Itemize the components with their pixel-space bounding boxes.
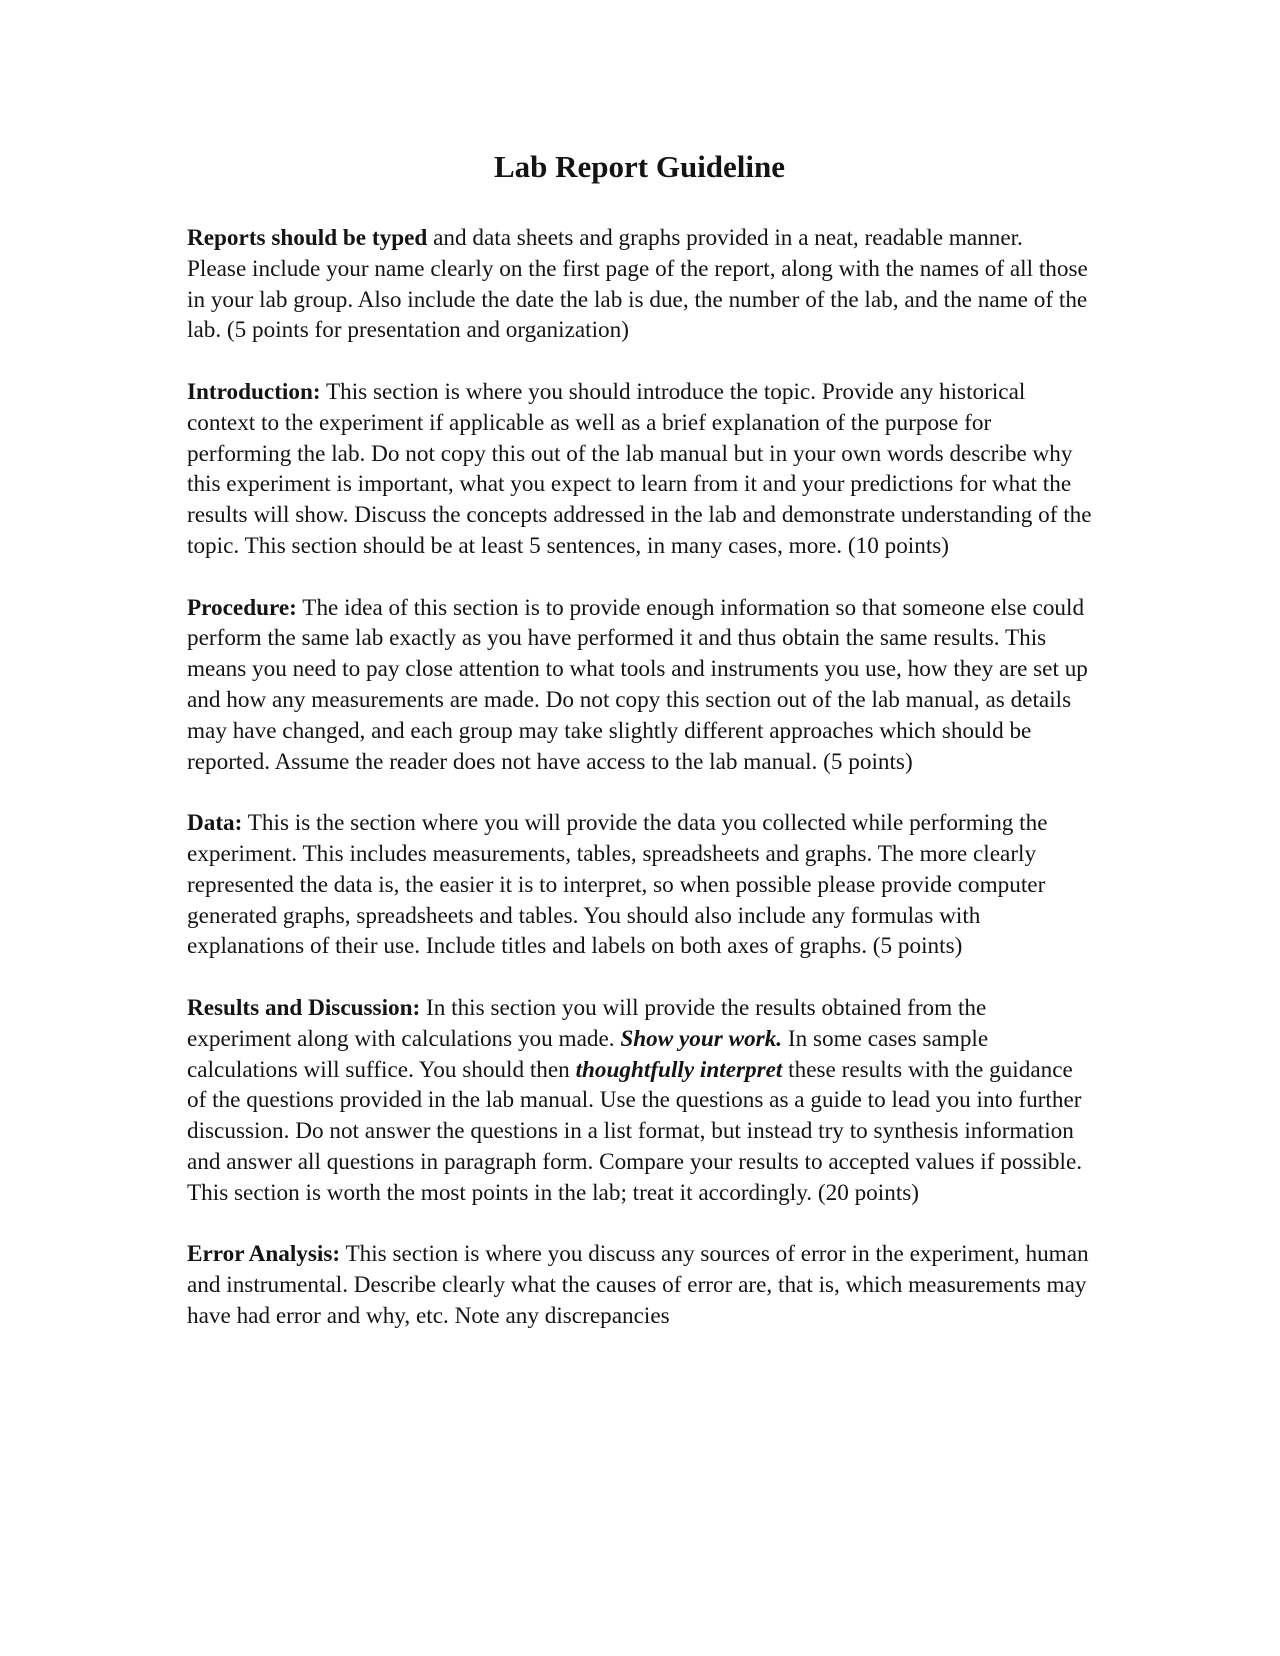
document-body — [187, 223, 1092, 1362]
section-text-results-a: In this section you will provide the results obtained from the experiment along with calculations you made. — [187, 994, 987, 1052]
page-title: Lab Report Guideline — [493, 149, 786, 184]
section-text-results-b: In some cases sample calculations will suffice. You should then — [187, 1025, 989, 1083]
section-error-analysis — [187, 1239, 1092, 1331]
section-results-discussion — [187, 993, 1092, 1209]
section-heading-data: Data: — [187, 810, 243, 837]
section-text-procedure: The idea of this section is to provide enough information so that someone else could perform the same lab exactly as you have performed it and thus obtain the same results. This means you need to pay close attention to what tools and instruments you use, how they are set up and how any measurements are made. Do not copy this section out of the lab manual, as details may have changed, and each group may take slightly different approaches which should be reported. Assume the reader does not have access to the lab manual. (5 points) — [187, 594, 1088, 775]
section-heading-procedure: Procedure: — [187, 594, 297, 621]
section-text-error: This section is where you discuss any sources of error in the experiment, human and instrumental. Describe clearly what the causes of error are, that is, which measurements may have had error and why, etc. Note any discrepancies — [187, 1241, 1089, 1329]
emphasis-show-work: Show your work. — [620, 1025, 783, 1052]
section-text-introduction: This section is where you should introduce the topic. Provide any historical context to the experiment if applicable as well as a brief explanation of the purpose for performing the lab. Do not copy this out of the lab manual but in your own words describe why this experiment is important, what you expect to learn from it and your predictions for what the results will show. Discuss the concepts addressed in the lab and demonstrate understanding of the topic. This section should be at least 5 sentences, in many cases, more. (10 points) — [187, 378, 1092, 559]
emphasis-interpret: thoughtfully interpret — [575, 1056, 783, 1083]
section-heading-error: Error Analysis: — [187, 1241, 341, 1268]
section-heading-introduction: Introduction: — [187, 378, 321, 405]
intro-lead-rest: and data sheets and graphs provided in a neat, readable manner. — [427, 225, 1023, 251]
section-data — [187, 808, 1092, 962]
intro-lead-bold: Reports should be typed — [187, 225, 428, 251]
section-text-results-c: these results with the guidance of the questions provided in the lab manual. Use the questions as a guide to lead you into further discussion. Do not answer the questions in a list format, but instead try to synthesis information and answer all questions in paragraph form. Compare your results to accepted values if possible. This section is worth the most points in the lab; treat it accordingly. (20 points) — [187, 1056, 1083, 1206]
section-heading-results: Results and Discussion: — [187, 994, 421, 1021]
section-procedure — [187, 593, 1092, 778]
intro-paragraph-2: Please include your name clearly on the first page of the report, along with the names of all those in your lab group. Also include the date the lab is due, the number of the lab, and the name of the lab. (5 points for presentation and organization) — [187, 255, 1088, 344]
section-introduction — [187, 377, 1092, 562]
intro-paragraph-1 — [187, 223, 1092, 254]
section-text-data: This is the section where you will provide the data you collected while performing the experiment. This includes measurements, tables, spreadsheets and graphs. The more clearly represented the data is, the easier it is to interpret, so when possible please provide computer generated graphs, spreadsheets and tables. You should also include any formulas with explanations of their use. Include titles and labels on both axes of graphs. (5 points) — [187, 810, 1048, 960]
